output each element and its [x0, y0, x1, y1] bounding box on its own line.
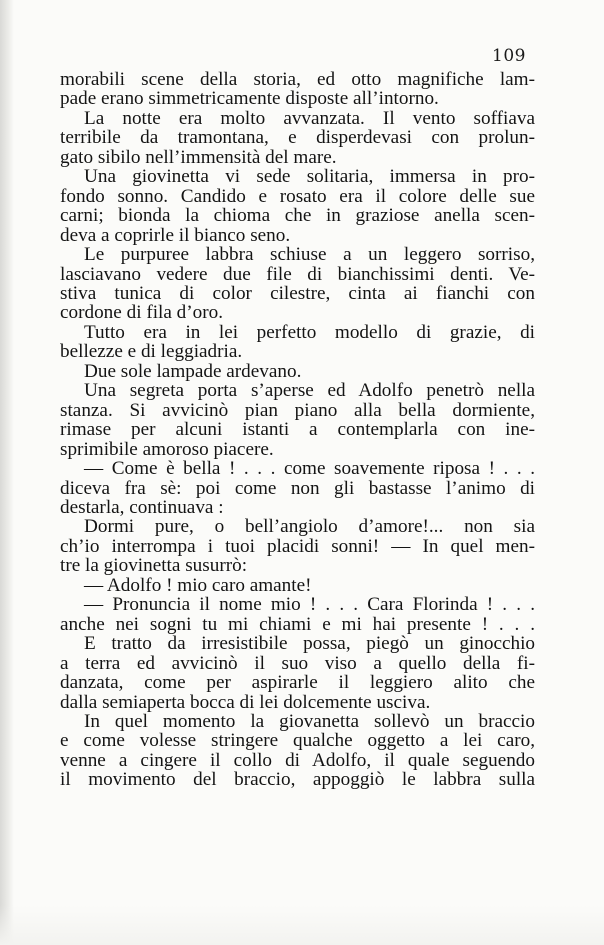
text-line: deva a coprirle il bianco seno. — [60, 224, 291, 246]
text-line: venne a cingere il collo di Adolfo, il quale seguendo — [60, 749, 535, 771]
text-line: gato sibilo nell’immensità del mare. — [60, 146, 337, 168]
page-bottom-shadow — [0, 905, 604, 945]
text-line: ch’io interrompa i tuoi placidi sonni! — In quel men- — [60, 535, 535, 557]
text-line: In quel momento la giovanetta sollevò un braccio — [84, 710, 535, 732]
text-line: e come volesse stringere qualche oggetto a lei caro, — [60, 730, 535, 752]
text-line: lasciavano vedere due file di bianchissimi denti. Ve- — [60, 263, 535, 285]
text-line: — Pronuncia il nome mio ! . . . Cara Florinda ! . . . — [84, 594, 535, 616]
text-line: Una segreta porta s’aperse ed Adolfo penetrò nella — [84, 380, 535, 402]
page-text-body — [60, 70, 535, 790]
text-line: a terra ed avvicinò il suo viso a quello della fi- — [60, 652, 535, 674]
text-line: — Adolfo ! mio caro amante! — [84, 574, 312, 596]
text-line: fondo sonno. Candido e rosato era il colore delle sue — [60, 185, 535, 207]
text-line: bellezze e di leggiadria. — [60, 341, 243, 363]
text-line: Due sole lampade ardevano. — [84, 360, 302, 382]
text-line: il movimento del braccio, appoggiò le labbra sulla — [60, 769, 535, 791]
text-line: anche nei sogni tu mi chiami e mi hai presente ! . . . — [60, 613, 535, 635]
text-line: stiva tunica di color cilestre, cinta ai fianchi con — [60, 282, 535, 304]
text-line: diceva fra sè: poi come non gli bastasse l’animo di — [60, 477, 535, 499]
text-line: Una giovinetta vi sede solitaria, immersa in pro- — [84, 166, 535, 188]
page-number: 109 — [492, 46, 526, 66]
text-line: morabili scene della storia, ed otto magnifiche lam- — [60, 69, 535, 90]
page-gutter-shadow — [0, 0, 14, 945]
text-line: carni; bionda la chioma che in graziose anella scen- — [60, 205, 535, 227]
text-line: dalla semiaperta bocca di lei dolcemente usciva. — [60, 691, 431, 713]
text-line: rimase per alcuni istanti a contemplarla con ine- — [60, 419, 535, 441]
text-line: La notte era molto avvanzata. Il vento soffiava — [84, 107, 535, 129]
text-line: E tratto da irresistibile possa, piegò un ginocchio — [84, 633, 535, 655]
text-line: stanza. Si avvicinò pian piano alla bella dormiente, — [60, 399, 535, 421]
text-line: pade erano simmetricamente disposte all’intorno. — [60, 88, 439, 110]
text-line: — Come è bella ! . . . come soavemente riposa ! . . . — [84, 458, 535, 480]
text-line: danzata, come per aspirarle il leggiero alito che — [60, 672, 535, 694]
text-line: terribile da tramontana, e disperdevasi con prolun- — [60, 127, 535, 149]
text-line: destarla, continuava : — [60, 496, 224, 518]
text-line: Tutto era in lei perfetto modello di grazie, di — [84, 321, 535, 343]
text-line: Dormi pure, o bell’angiolo d’amore!... non sia — [84, 516, 535, 538]
text-line: Le purpuree labbra schiuse a un leggero sorriso, — [84, 244, 535, 266]
text-line: tre la giovinetta susurrò: — [60, 555, 248, 577]
text-line: sprimibile amoroso piacere. — [60, 438, 274, 460]
text-line: cordone di fila d’oro. — [60, 302, 224, 324]
